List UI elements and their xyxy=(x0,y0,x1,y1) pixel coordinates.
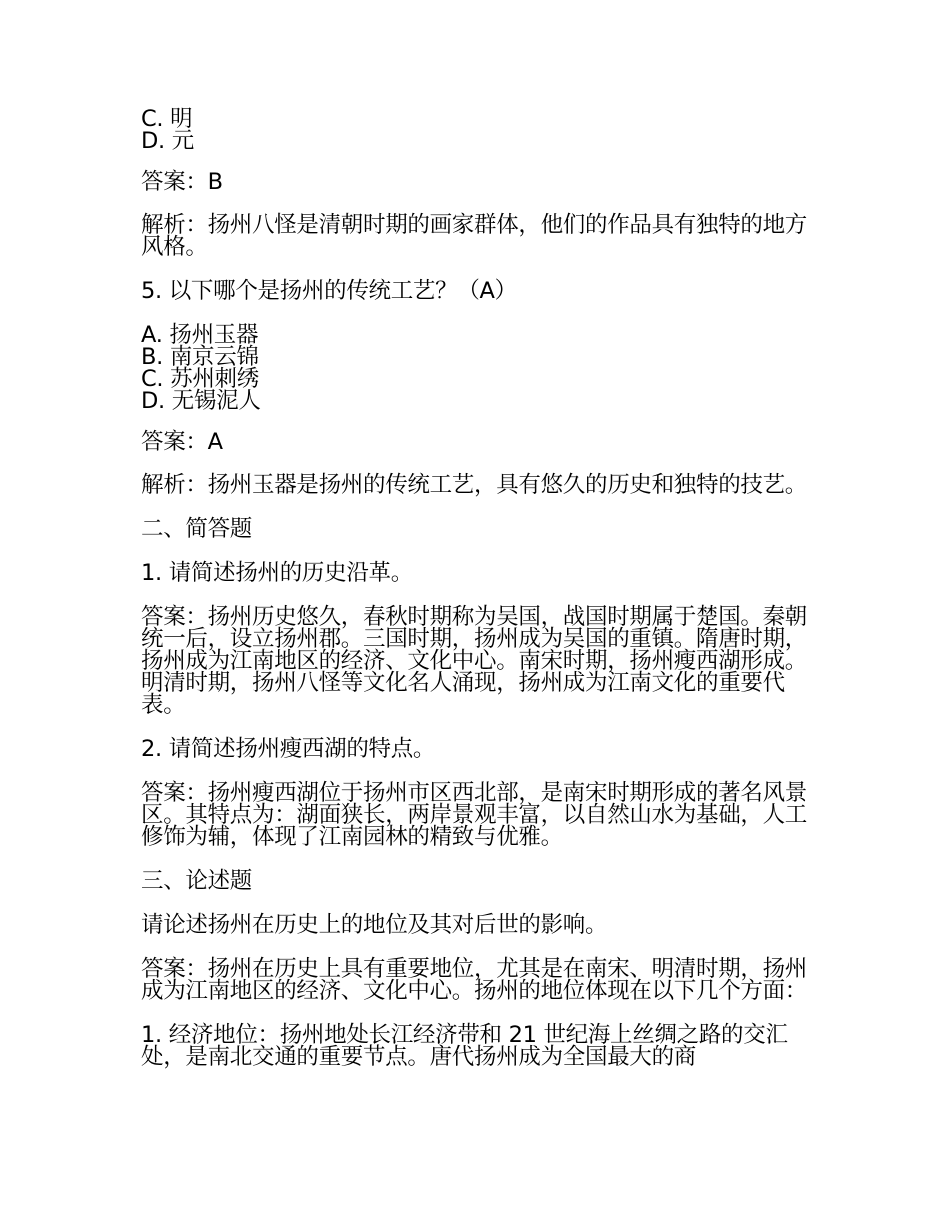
option-c: C. 明 xyxy=(141,106,193,132)
question-5: 5. 以下哪个是扬州的传统工艺？（A） xyxy=(141,278,517,304)
essay-answer: 答案：扬州在历史上具有重要地位，尤其是在南宋、明清时期，扬州成为江南地区的经济、文化中心。扬州的地位体现在以下几个方面： xyxy=(141,956,808,1004)
short-question-2: 2. 请简述扬州瘦西湖的特点。 xyxy=(141,736,436,762)
option-d: D. 无锡泥人 xyxy=(141,388,261,414)
short-question-1: 1. 请简述扬州的历史沿革。 xyxy=(141,560,413,586)
short-answer-2: 答案：扬州瘦西湖位于扬州市区西北部，是南宋时期形成的著名风景区。其特点为：湖面狭长，两岸景观丰富，以自然山水为基础，人工修饰为辅，体现了江南园林的精致与优雅。 xyxy=(141,780,808,850)
document-page xyxy=(141,108,813,1068)
answer-q5: 答案：A xyxy=(141,429,223,455)
option-d: D. 元 xyxy=(141,128,194,154)
essay-point-1: 1. 经济地位：扬州地处长江经济带和 21 世纪海上丝绸之路的交汇处，是南北交通的重要节点。唐代扬州成为全国最大的商 xyxy=(141,1022,788,1070)
option-a: A. 扬州玉器 xyxy=(141,322,259,348)
section-heading: 二、简答题 xyxy=(141,516,253,542)
analysis-q4: 解析：扬州八怪是清朝时期的画家群体，他们的作品具有独特的地方风格。 xyxy=(141,212,808,260)
option-b: B. 南京云锦 xyxy=(141,344,259,370)
answer-q4: 答案：B xyxy=(141,169,223,195)
analysis-q5: 解析：扬州玉器是扬州的传统工艺，具有悠久的历史和独特的技艺。 xyxy=(141,472,808,498)
section-heading: 三、论述题 xyxy=(141,868,253,894)
option-c: C. 苏州刺绣 xyxy=(141,366,259,392)
short-answer-1: 答案：扬州历史悠久，春秋时期称为吴国，战国时期属于楚国。秦朝统一后，设立扬州郡。三国时期，扬州成为吴国的重镇。隋唐时期，扬州成为江南地区的经济、文化中心。南宋时期，扬州瘦西湖形成。明清时期，扬州八怪等文化名人涌现，扬州成为江南文化的重要代表。 xyxy=(141,604,808,718)
essay-question: 请论述扬州在历史上的地位及其对后世的影响。 xyxy=(141,912,608,938)
